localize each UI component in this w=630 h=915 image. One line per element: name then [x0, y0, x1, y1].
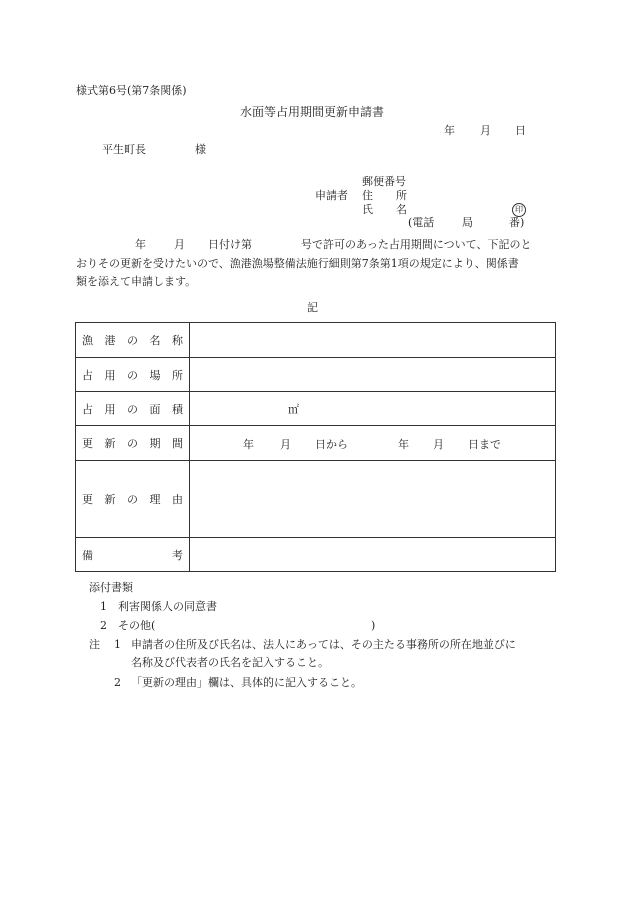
period-from-month: 月: [280, 438, 291, 451]
body-line2: おりその更新を受けたいので、漁港漁場整備法施行細則第7条第1項の規定により、関係書: [76, 257, 519, 270]
period-from-year: 年: [243, 438, 254, 451]
addressee-honorific: 様: [195, 143, 206, 156]
occupancy-area-field[interactable]: [190, 392, 556, 426]
body-month: 月: [174, 238, 185, 251]
occupancy-place-field[interactable]: [190, 358, 556, 392]
seal-mark: 印: [512, 203, 526, 217]
body-year: 年: [135, 238, 146, 251]
application-table: [75, 322, 556, 572]
attachment-1-no: 1: [100, 600, 107, 613]
table-row: [76, 392, 556, 426]
renewal-period-field[interactable]: [190, 426, 556, 461]
label-remarks: 備 考: [76, 538, 190, 572]
table-row: [76, 461, 556, 538]
notes-label: 注: [89, 638, 100, 651]
remarks-field[interactable]: [190, 538, 556, 572]
attachment-2-no: 2: [100, 619, 107, 632]
note-1-line1: 申請者の住所及び氏名は、法人にあっては、その主たる事務所の所在地並びに: [131, 638, 516, 651]
table-row: [76, 538, 556, 572]
attachment-1: 利害関係人の同意書: [118, 600, 217, 613]
label-occupancy-place: 占 用 の 場 所: [76, 358, 190, 392]
period-to-day: 日まで: [468, 438, 501, 451]
body-line3: 類を添えて申請します。: [76, 275, 197, 288]
label-occupancy-area: 占 用 の 面 積: [76, 392, 190, 426]
label-renewal-period: 更 新 の 期 間: [76, 426, 190, 461]
attachment-2: その他(: [118, 619, 156, 632]
note-2: 「更新の理由」欄は、具体的に記入すること。: [131, 676, 362, 689]
attachment-2-close: ): [371, 619, 376, 632]
form-number: 様式第6号(第7条関係): [76, 84, 187, 97]
address-char-1: 住: [362, 189, 373, 202]
name-char-2: 名: [396, 203, 407, 216]
note-1-no: 1: [114, 638, 121, 651]
address-char-2: 所: [396, 189, 407, 202]
period-to-year: 年: [398, 438, 409, 451]
applicant-label: 申請者: [315, 189, 348, 202]
note-1-line2: 名称及び代表者の氏名を記入すること。: [131, 656, 329, 669]
renewal-reason-field[interactable]: [190, 461, 556, 538]
phone-number: 番): [509, 216, 525, 229]
port-name-field[interactable]: [190, 323, 556, 358]
label-port-name: 漁 港 の 名 称: [76, 323, 190, 358]
table-row: [76, 426, 556, 461]
phone-open: (電話: [408, 216, 435, 229]
page-title: 水面等占用期間更新申請書: [240, 105, 385, 119]
area-unit: ㎡: [288, 402, 299, 416]
period-from-day: 日から: [315, 438, 348, 451]
name-char-1: 氏: [362, 203, 373, 216]
postal-label: 郵便番号: [362, 175, 406, 188]
date-year: 年: [444, 124, 455, 137]
body-line1-rest: 号で許可のあった占用期間について、下記のと: [301, 238, 532, 251]
addressee-name: 平生町長: [102, 143, 146, 156]
table-row: [76, 358, 556, 392]
label-renewal-reason: 更 新 の 理 由: [76, 461, 190, 538]
attachments-title: 添付書類: [89, 581, 133, 594]
ki-heading: 記: [307, 301, 318, 314]
date-day: 日: [515, 124, 526, 137]
period-to-month: 月: [433, 438, 444, 451]
table-row: [76, 323, 556, 358]
phone-bureau: 局: [462, 216, 473, 229]
note-2-no: 2: [114, 676, 121, 689]
date-month: 月: [480, 124, 491, 137]
body-dated: 日付け第: [208, 238, 252, 251]
